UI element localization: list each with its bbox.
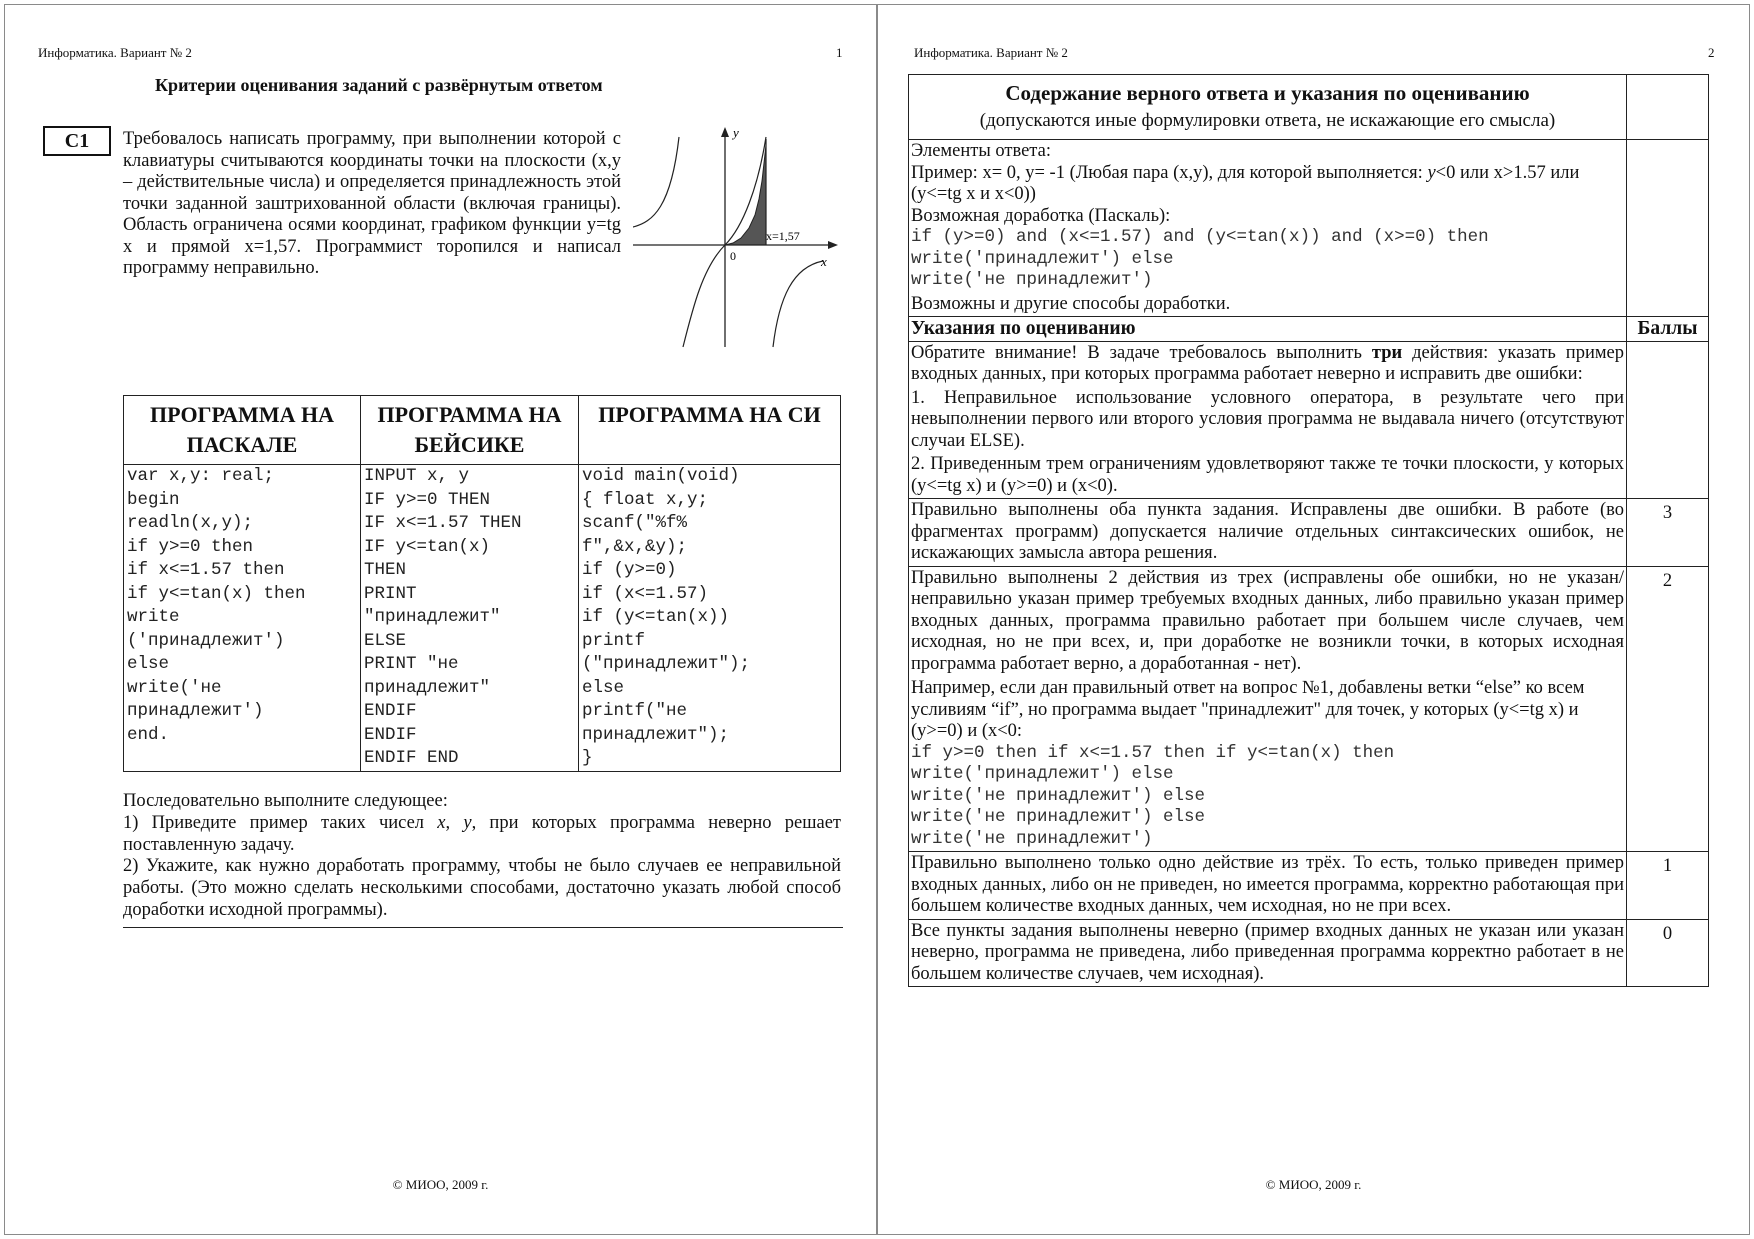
code-line: "принадлежит": [364, 607, 501, 627]
example-y: y: [1427, 162, 1436, 183]
code-line: PRINT: [364, 583, 417, 604]
example-text-a: Пример: x= 0, y= -1 (Любая пара (x,y), для которой выполняется:: [911, 162, 1423, 183]
page-footer: © МИОО, 2009 г.: [392, 1177, 489, 1192]
tangent-graph: [633, 127, 843, 357]
c-code: [579, 465, 841, 772]
page-number: 1: [836, 45, 843, 60]
code-line: принадлежит'): [127, 701, 264, 721]
code-line: ('принадлежит'): [127, 630, 285, 651]
notice-point-2: 2. Приведенным трем ограничениям удовлетворяют также те точки плоскости, у которых (y<=tg x) и (y>=0) и (x<0).: [911, 454, 1624, 496]
code-line: }: [582, 748, 593, 768]
shaded-region: [725, 145, 766, 245]
code-line: ENDIF: [364, 724, 417, 745]
code-line: THEN: [364, 560, 407, 580]
criterion-1-text: Правильно выполнено только одно действие из трёх. То есть, только приведен пример входных данных, либо он не приведен, но имеется программа, корректно работающая при большем количестве входных данных, чем исходная, но не при всех.: [909, 852, 1627, 920]
program-table: [123, 395, 841, 772]
code-line: var x,y: real;: [127, 466, 275, 486]
code-line: scanf("%f%: [582, 513, 688, 533]
code-line: if (x<=1.57): [582, 583, 709, 604]
criterion-1-points: 1: [1627, 852, 1709, 920]
instructions: [123, 791, 841, 922]
table-subtitle: (допускаются иные формулировки ответа, не искажающие его смысла): [979, 110, 1556, 131]
line-label: x=1,57: [766, 229, 800, 243]
code-line: void main(void): [582, 466, 740, 486]
instruction-item-2: 2) Укажите, как нужно доработать программу, чтобы не было случаев ее неправильной работы. (Это можно сделать несколькими способами, достаточно указать любой способ доработки исходной программы).: [123, 856, 841, 920]
task-text: Требовалось написать программу, при выполнении которой с клавиатуры считываются координаты точки на плоскости (x,y – действительные числа) и определяется принадлежность этой точки заданной заштрихованной области (включая границы). Область ограничена осями координат, графиком функции y=tg x и прямой x=1,57. Программист торопился и написал программу неправильно.: [123, 129, 621, 278]
x-axis-arrow: [828, 241, 838, 249]
code-line: begin: [127, 489, 180, 510]
code-line: ("принадлежит");: [582, 654, 751, 674]
criterion-2-text: Правильно выполнены 2 действия из трех (исправлены обе ошибки, но не указан/неправильно указан пример требуемых входных данных, либо правильно указан пример входных данных, программа правильно работает при большем числе случаев, чем исходная, но не при всех, и, при доработке не возникли точки, в которых исходная программа работает верно, а доработанная - нет).: [911, 567, 1624, 674]
code-line: IF x<=1.57 THEN: [364, 513, 522, 533]
notice-bold: три: [1371, 342, 1403, 363]
code-line: write('принадлежит') else: [911, 248, 1174, 269]
c-header: ПРОГРАММА НА СИ: [579, 396, 841, 465]
table-title-cell: [909, 75, 1627, 140]
pascal-code: [124, 465, 361, 772]
criterion-0-text: Все пункты задания выполнены неверно (пример входных данных не указан или указан неверно, программа не приведена, либо приведенная программа корректно работает в не большем количестве случаев, чем исходная).: [909, 919, 1627, 987]
code-line: printf("не: [582, 701, 688, 721]
notice-cell: [909, 341, 1627, 499]
code-line: ENDIF: [364, 701, 417, 721]
code-line: if (y>=0): [582, 560, 677, 580]
page-header: Информатика. Вариант № 2: [914, 45, 1068, 60]
code-line: if y>=0 then if x<=1.57 then if y<=tan(x) then: [911, 742, 1395, 763]
code-line: write('не: [127, 677, 222, 698]
code-line: принадлежит");: [582, 724, 730, 745]
instr1-text-a: 1) Приведите пример таких чисел: [123, 812, 425, 833]
notice-text-a: Обратите внимание! В задаче требовалось выполнить: [911, 342, 1362, 363]
notice-point-1: 1. Неправильное использование условного оператора, в результате чего при невыполнении первого или второго условия программа не выдавала ничего (отсутствуют случаи ELSE).: [911, 387, 1624, 451]
code-line: if (y<=tan(x)): [582, 607, 730, 627]
basic-code: [361, 465, 579, 772]
criterion-2-points: 2: [1627, 566, 1709, 852]
criterion-2-example: Например, если дан правильный ответ на вопрос №1, добавлены ветки “else” ко всем усливиям “if”, но программа выдает "принадлежит" для точек, у которых (y<=tg x) и (y>=0) и (x<0:: [911, 678, 1585, 741]
fix-title: Возможная доработка (Паскаль):: [911, 205, 1171, 226]
code-line: if y<=tan(x) then: [127, 583, 306, 604]
example-text-b: <0 или x>1.57 или (y<=tg x и x<0)): [911, 162, 1580, 204]
page-number: 2: [1708, 45, 1715, 60]
answer-elements: Элементы ответа:: [911, 141, 1051, 161]
page-1: [4, 4, 877, 1235]
criterion-0-points: 0: [1627, 919, 1709, 987]
instr1-text-b: , при которых программа неверно решает поставленную задачу.: [123, 812, 841, 855]
grading-header: Указания по оцениванию: [909, 317, 1627, 342]
instr1-x: x: [437, 812, 446, 833]
code-line: readln(x,y);: [127, 513, 254, 533]
criterion-3-points: 3: [1627, 499, 1709, 567]
notice-text-b: действия: указать пример входных данных, при которых программа работает неверно и исправить две ошибки:: [911, 342, 1625, 384]
code-line: IF y>=0 THEN: [364, 489, 491, 510]
criterion-3-text: Правильно выполнены оба пункта задания. Исправлены две ошибки. В работе (во фрагментах программ) допускается наличие отдельных синтаксических ошибок, не искажающих замысла автора решения.: [909, 499, 1627, 567]
criterion-2-cell: [909, 566, 1627, 852]
instr1-y: y: [463, 812, 472, 833]
code-line: if x<=1.57 then: [127, 560, 285, 580]
y-axis-label: y: [733, 127, 739, 140]
divider: [123, 927, 843, 928]
code-line: else: [582, 677, 625, 698]
code-line: f",&x,&y);: [582, 536, 688, 557]
answer-cell: [909, 140, 1627, 317]
criterion-2-code: [911, 743, 1624, 851]
instructions-intro: Последовательно выполните следующее:: [123, 791, 448, 811]
code-line: принадлежит": [364, 677, 491, 698]
tan-branch-left: [633, 137, 679, 227]
code-line: if y>=0 then: [127, 536, 254, 557]
instr1-comma: ,: [445, 812, 451, 833]
code-line: IF y<=tan(x): [364, 536, 491, 557]
y-axis-arrow: [721, 127, 729, 137]
code-line: else: [127, 654, 170, 674]
code-line: INPUT x, y: [364, 466, 470, 486]
table-title: Содержание верного ответа и указания по оцениванию: [1005, 81, 1530, 105]
tan-branch-right: [773, 261, 823, 347]
page-2: [877, 4, 1750, 1235]
code-line: write('не принадлежит') else: [911, 807, 1206, 827]
instruction-item-1: [123, 813, 841, 857]
fix-code: [911, 227, 1624, 292]
code-line: if (y>=0) and (x<=1.57) and (y<=tan(x)) and (x>=0) then: [911, 227, 1489, 247]
code-line: write('принадлежит') else: [911, 764, 1174, 784]
code-line: { float x,y;: [582, 489, 709, 510]
code-line: write('не принадлежит') else: [911, 785, 1206, 806]
criteria-title: Критерии оценивания заданий с развёрнутым ответом: [155, 75, 603, 95]
code-line: PRINT "не: [364, 654, 459, 674]
code-line: write: [127, 607, 180, 627]
code-line: ENDIF END: [364, 748, 459, 768]
notice-text: [911, 343, 1624, 386]
code-line: ELSE: [364, 630, 407, 651]
code-line: printf: [582, 630, 646, 651]
answer-example: [911, 163, 1624, 206]
answer-other: Возможны и другие способы доработки.: [911, 293, 1231, 314]
code-line: end.: [127, 724, 170, 745]
grading-table: [908, 74, 1709, 987]
pascal-header: ПРОГРАММА НА ПАСКАЛЕ: [124, 396, 361, 465]
page-header: Информатика. Вариант № 2: [38, 45, 192, 60]
task-label: C1: [43, 126, 111, 156]
points-header: Баллы: [1627, 317, 1709, 342]
code-line: write('не принадлежит'): [911, 828, 1153, 849]
origin-label: 0: [730, 249, 736, 263]
code-line: write('не принадлежит'): [911, 270, 1153, 290]
x-axis-label: x: [821, 254, 827, 269]
basic-header: ПРОГРАММА НА БЕЙСИКЕ: [361, 396, 579, 465]
page-footer: © МИОО, 2009 г.: [1265, 1177, 1362, 1192]
